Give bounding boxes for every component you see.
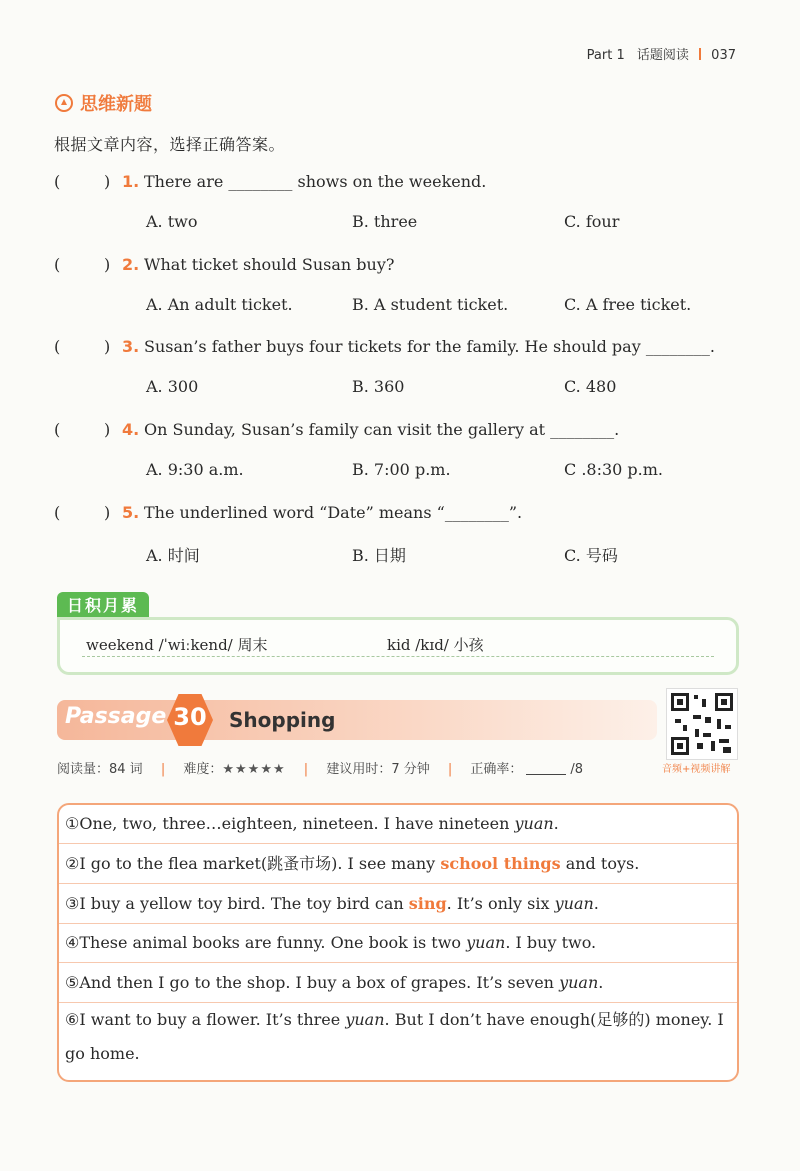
sentence-text: ⑤And then I go to the shop. I buy a box of grapes. It’s seven [65,973,560,992]
vocab-tag: 日积月累 [57,592,149,620]
question-text: On Sunday, Susan’s family can visit the gallery at ________. [144,420,620,439]
vocab-box [57,617,739,675]
option-c: C. A free ticket. [564,295,692,314]
vocab-item-weekend: weekend /ˈwiːkend/ 周末 [86,636,268,654]
option-a: A. 300 [146,377,199,396]
qr-code-icon[interactable] [666,688,738,760]
answer-paren-right: ) [104,255,111,274]
passage-title: Shopping [229,708,336,732]
option-c: C. 480 [564,377,617,396]
sentence-3 [59,884,737,924]
suggested-time: 建议用时：7 分钟 [326,762,430,777]
passage-meta [57,758,583,777]
option-b: B. 日期 [352,546,406,565]
option-c: C. four [564,212,620,231]
sentence-text: ②I go to the flea market(跳蚤市场). I see many [65,854,441,873]
section-title [54,90,152,116]
sentence-text: . But I don’t have enough(足够的) money. I go home. [65,1010,724,1063]
question-3 [54,337,754,401]
difficulty-stars: ★★★★★ [222,762,286,777]
sentence-5 [59,963,737,1003]
sentence-text: ④These animal books are funny. One book is two [65,933,467,952]
answer-paren-right: ) [104,420,111,439]
accuracy-total: /8 [570,762,584,777]
option-a: A. 9:30 a.m. [146,460,244,479]
sentence-text: ⑥I want to buy a flower. It’s three [65,1010,346,1029]
question-number: 5. [122,503,140,522]
highlight-word: sing [408,894,447,913]
qr-label: 音频+视频讲解 [662,764,731,775]
difficulty-label: 难度： [183,762,223,777]
italic-word: yuan [554,894,594,913]
option-b: B. A student ticket. [352,295,509,314]
sentence-text: and toys. [560,854,640,873]
italic-word: yuan [559,973,599,992]
part-label: Part 1 [586,48,625,63]
answer-paren-left: ( [54,503,61,522]
vocab-divider [82,656,714,657]
section-label: 话题阅读 [636,48,689,63]
answer-paren-left: ( [54,420,61,439]
sentence-text: . [553,814,559,833]
question-text: Susan’s father buys four tickets for the family. He should pay ________. [144,337,715,356]
answer-paren-left: ( [54,255,61,274]
question-text: What ticket should Susan buy? [144,255,395,274]
accuracy-label: 正确率： [470,762,523,777]
option-a: A. two [146,212,198,231]
question-2 [54,255,754,319]
sentence-1 [59,805,737,844]
sentence-2 [59,844,737,884]
sentence-text: ③I buy a yellow toy bird. The toy bird can [65,894,409,913]
answer-paren-right: ) [104,337,111,356]
question-text: The underlined word “Date” means “________”. [144,503,523,522]
passage-label: Passage [65,704,167,729]
header-divider [699,48,701,60]
answer-paren-left: ( [54,337,61,356]
sentence-text: . [593,894,599,913]
section-title-text: 思维新题 [80,94,152,115]
page-number: 037 [711,48,736,63]
meta-divider: | [303,762,309,777]
question-number: 1. [122,172,140,191]
option-a: A. An adult ticket. [146,295,293,314]
option-b: B. three [352,212,418,231]
passage-banner [57,700,657,740]
highlight-word: school things [440,854,561,873]
lightbulb-icon [54,93,74,113]
passage-body [57,803,739,1082]
accuracy-blank[interactable] [526,774,566,775]
option-c: C .8:30 p.m. [564,460,664,479]
answer-paren-right: ) [104,172,111,191]
sentence-4 [59,924,737,963]
italic-word: yuan [345,1010,385,1029]
italic-word: yuan [514,814,554,833]
word-count: 阅读量：84 词 [57,762,143,777]
sentence-6 [59,1003,737,1071]
passage-number: 30 [173,703,207,731]
answer-paren-right: ) [104,503,111,522]
sentence-text: . I buy two. [505,933,597,952]
sentence-text: . It’s only six [446,894,555,913]
option-b: B. 7:00 p.m. [352,460,451,479]
question-text: There are ________ shows on the weekend. [144,172,487,191]
option-b: B. 360 [352,377,405,396]
question-5 [54,503,754,567]
option-a: A. 时间 [146,546,200,565]
sentence-text: ①One, two, three…eighteen, nineteen. I have nineteen [65,814,515,833]
question-number: 2. [122,255,140,274]
question-number: 3. [122,337,140,356]
answer-paren-left: ( [54,172,61,191]
sentence-text: . [598,973,604,992]
italic-word: yuan [466,933,506,952]
page-header [587,44,736,63]
question-1 [54,172,754,236]
question-number: 4. [122,420,140,439]
question-4 [54,420,754,484]
option-c: C. 号码 [564,546,618,565]
meta-divider: | [447,762,453,777]
instruction: 根据文章内容，选择正确答案。 [54,135,286,154]
meta-divider: | [160,762,166,777]
vocab-item-kid: kid /kɪd/ 小孩 [387,636,484,654]
